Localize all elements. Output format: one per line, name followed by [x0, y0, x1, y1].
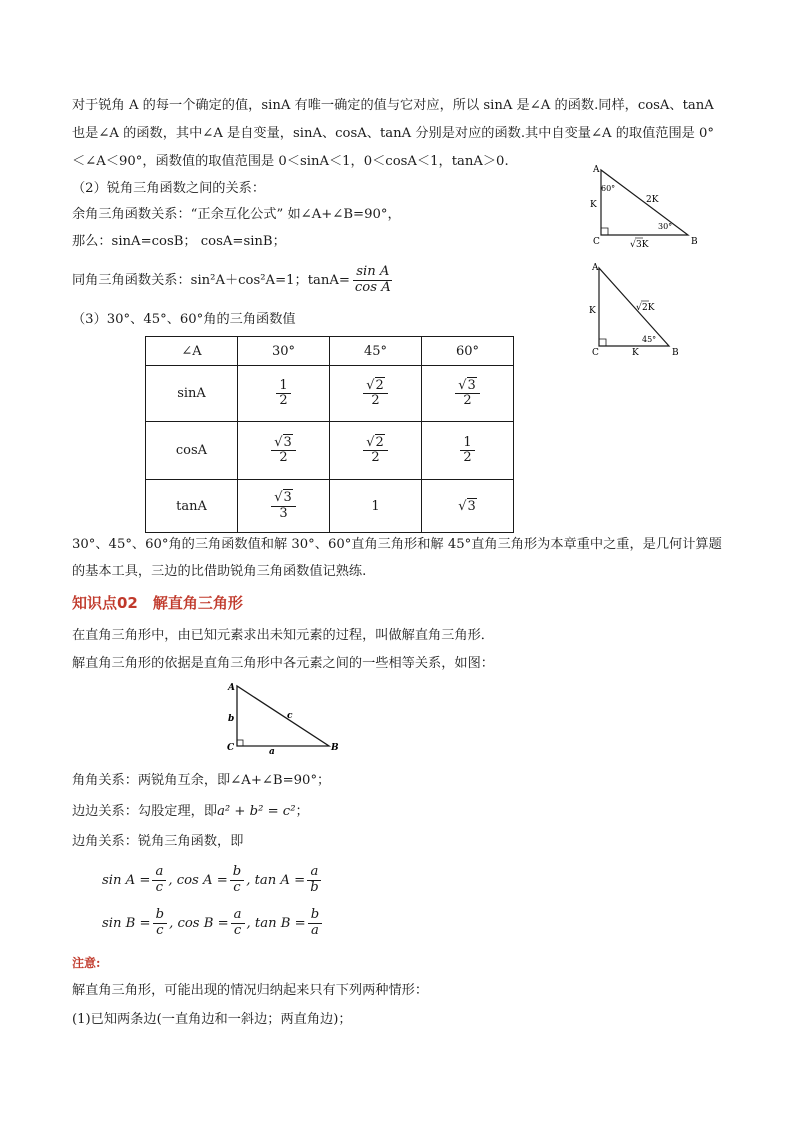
then-line: 那么：sinA=cosB； cosA=sinB；: [72, 234, 286, 249]
note-line1: 解直角三角形，可能出现的情况归纳起来只有下列两种情形：: [72, 983, 429, 998]
section2-title: （2）锐角三角函数之间的关系：: [72, 181, 266, 196]
table-row: [146, 422, 514, 480]
fig2-vertex-c: C: [592, 348, 599, 358]
fig2-angle-b: 45°: [642, 335, 657, 344]
right-triangle-figure: [225, 678, 345, 756]
knowledge-point-heading: 知识点02 解直角三角形: [72, 594, 243, 612]
value-cell: [422, 422, 514, 480]
table-header-30: 30°: [238, 337, 330, 366]
fig1-leg: K: [590, 200, 597, 210]
value-fraction: $\frac{1}{2}$: [460, 436, 474, 466]
triangle-30-60-figure: [588, 162, 708, 254]
fig3-vertex-a: A: [228, 683, 235, 693]
table-header-45: 45°: [330, 337, 422, 366]
para1-line2: 也是∠A 的函数，其中∠A 是自变量，sinA、cosA、tanA 分别是对应的函数.其中自变量∠A 的取值范围是 0°: [72, 126, 715, 141]
cos-a-label: , cos A =: [168, 873, 228, 888]
side-relation: [72, 803, 309, 821]
same-angle-prefix: 同角三角函数关系：sin²A＋cos²A=1；tanA=: [72, 273, 350, 288]
cofunction-line: 余角三角函数关系：“正余互化公式” 如∠A+∠B=90°，: [72, 207, 401, 222]
row-label: sinA: [146, 366, 238, 422]
fig2-vertex-b: B: [672, 348, 679, 358]
table-row: [146, 480, 514, 533]
side-relation-suffix: ；: [295, 804, 309, 819]
fig2-base: K: [632, 348, 639, 358]
tan-frac-den: cos A: [354, 280, 391, 295]
triangle-45-shape: [599, 268, 669, 346]
fig1-hypotenuse: 2K: [646, 195, 659, 205]
tan-a-label: , tan A =: [246, 873, 306, 888]
fig1-sqrt-sign: √: [630, 240, 636, 250]
triangle-30-60-shape: [601, 170, 688, 235]
value-fraction: $\frac{√3}{2}$: [271, 436, 296, 466]
row-label: tanA: [146, 480, 238, 533]
value-cell: 1: [330, 480, 422, 533]
cos-b-label: , cos B =: [169, 916, 229, 931]
value-cell: √3: [422, 480, 514, 533]
value-fraction: $\frac{√3}{3}$: [271, 491, 296, 521]
side-relation-label: 边边关系：勾股定理，即: [72, 804, 218, 819]
fig2-sqrt-sign: √: [636, 303, 642, 313]
fig2-hypotenuse: 2K: [642, 303, 655, 313]
definition-line1: 在直角三角形中，由已知元素求出未知元素的过程，叫做解直角三角形．: [72, 628, 494, 643]
pythagorean-formula: a² + b² = c²: [217, 804, 296, 819]
tan-b-label: , tan B =: [246, 916, 306, 931]
right-triangle-shape: [237, 686, 329, 746]
value-cell: [238, 366, 330, 422]
table-header-60: 60°: [422, 337, 514, 366]
edge-angle-relation: 边角关系：锐角三角函数，即: [72, 834, 244, 849]
para1-line1: 对于锐角 A 的每一个确定的值，sinA 有唯一确定的值与它对应，所以 sinA 是∠A 的函数.同样，cosA、tanA: [72, 98, 714, 113]
value-cell: [330, 422, 422, 480]
fig3-side-b: b: [228, 714, 235, 724]
fig1-vertex-b: B: [691, 237, 698, 247]
fig1-vertex-a: A: [593, 165, 600, 175]
fig1-angle-b: 30°: [658, 222, 673, 231]
fig1-angle-a: 60°: [601, 184, 616, 193]
fig3-vertex-c: C: [227, 743, 235, 753]
definition-line2: 解直角三角形的依据是直角三角形中各元素之间的一些相等关系，如图：: [72, 656, 494, 671]
fig1-vertex-c: C: [593, 237, 600, 247]
fig2-leg: K: [589, 306, 596, 316]
triangle-45-figure: [588, 260, 688, 362]
value-fraction: $\frac{1}{2}$: [276, 379, 290, 409]
value-fraction: $\frac{√2}{2}$: [363, 379, 388, 409]
fig3-side-a: a: [269, 747, 275, 756]
note-label: 注意:: [72, 956, 101, 970]
summary-line2: 的基本工具，三边的比借助锐角三角函数值记熟练.: [72, 564, 367, 579]
formula-line-b: sin B = $\frac{b}{c}$ , cos B = $\frac{a}{c}$ , tan B = $\frac{b}{a}$: [102, 905, 324, 943]
fig2-vertex-a: A: [592, 263, 599, 273]
angle-relation: 角角关系：两锐角互余，即∠A+∠B=90°；: [72, 773, 331, 788]
sin-b-label: sin B =: [102, 916, 151, 931]
tan-frac-num: sin A: [353, 265, 392, 281]
para1-line3: ＜∠A＜90°，函数值的取值范围是 0＜sinA＜1，0＜cosA＜1，tanA＞0.: [72, 154, 509, 169]
row-label: cosA: [146, 422, 238, 480]
sin-a-label: sin A =: [102, 873, 151, 888]
value-cell: [422, 366, 514, 422]
table-row: [146, 366, 514, 422]
value-fraction: $\frac{√2}{2}$: [363, 436, 388, 466]
value-cell: [330, 366, 422, 422]
note-line2: (1)已知两条边(一直角边和一斜边；两直角边)；: [72, 1012, 352, 1027]
fig3-vertex-b: B: [331, 743, 339, 753]
summary-line1: 30°、45°、60°角的三角函数值和解 30°、60°直角三角形和解 45°直角三角形为本章重中之重，是几何计算题: [72, 537, 722, 552]
same-angle-line: [72, 262, 396, 300]
special-values-table: [145, 336, 514, 533]
table-header-angle: ∠A: [146, 337, 238, 366]
fig3-side-c: c: [287, 711, 293, 721]
formula-line-a: sin A = $\frac{a}{c}$ , cos A = $\frac{b}{c}$ , tan A = $\frac{a}{b}$: [102, 862, 324, 900]
value-fraction: $\frac{√3}{2}$: [455, 379, 480, 409]
tan-fraction: [352, 265, 394, 295]
section3-title: （3）30°、45°、60°角的三角函数值: [72, 312, 296, 327]
fig1-base: 3K: [636, 240, 649, 250]
value-cell: [238, 422, 330, 480]
value-cell: [238, 480, 330, 533]
